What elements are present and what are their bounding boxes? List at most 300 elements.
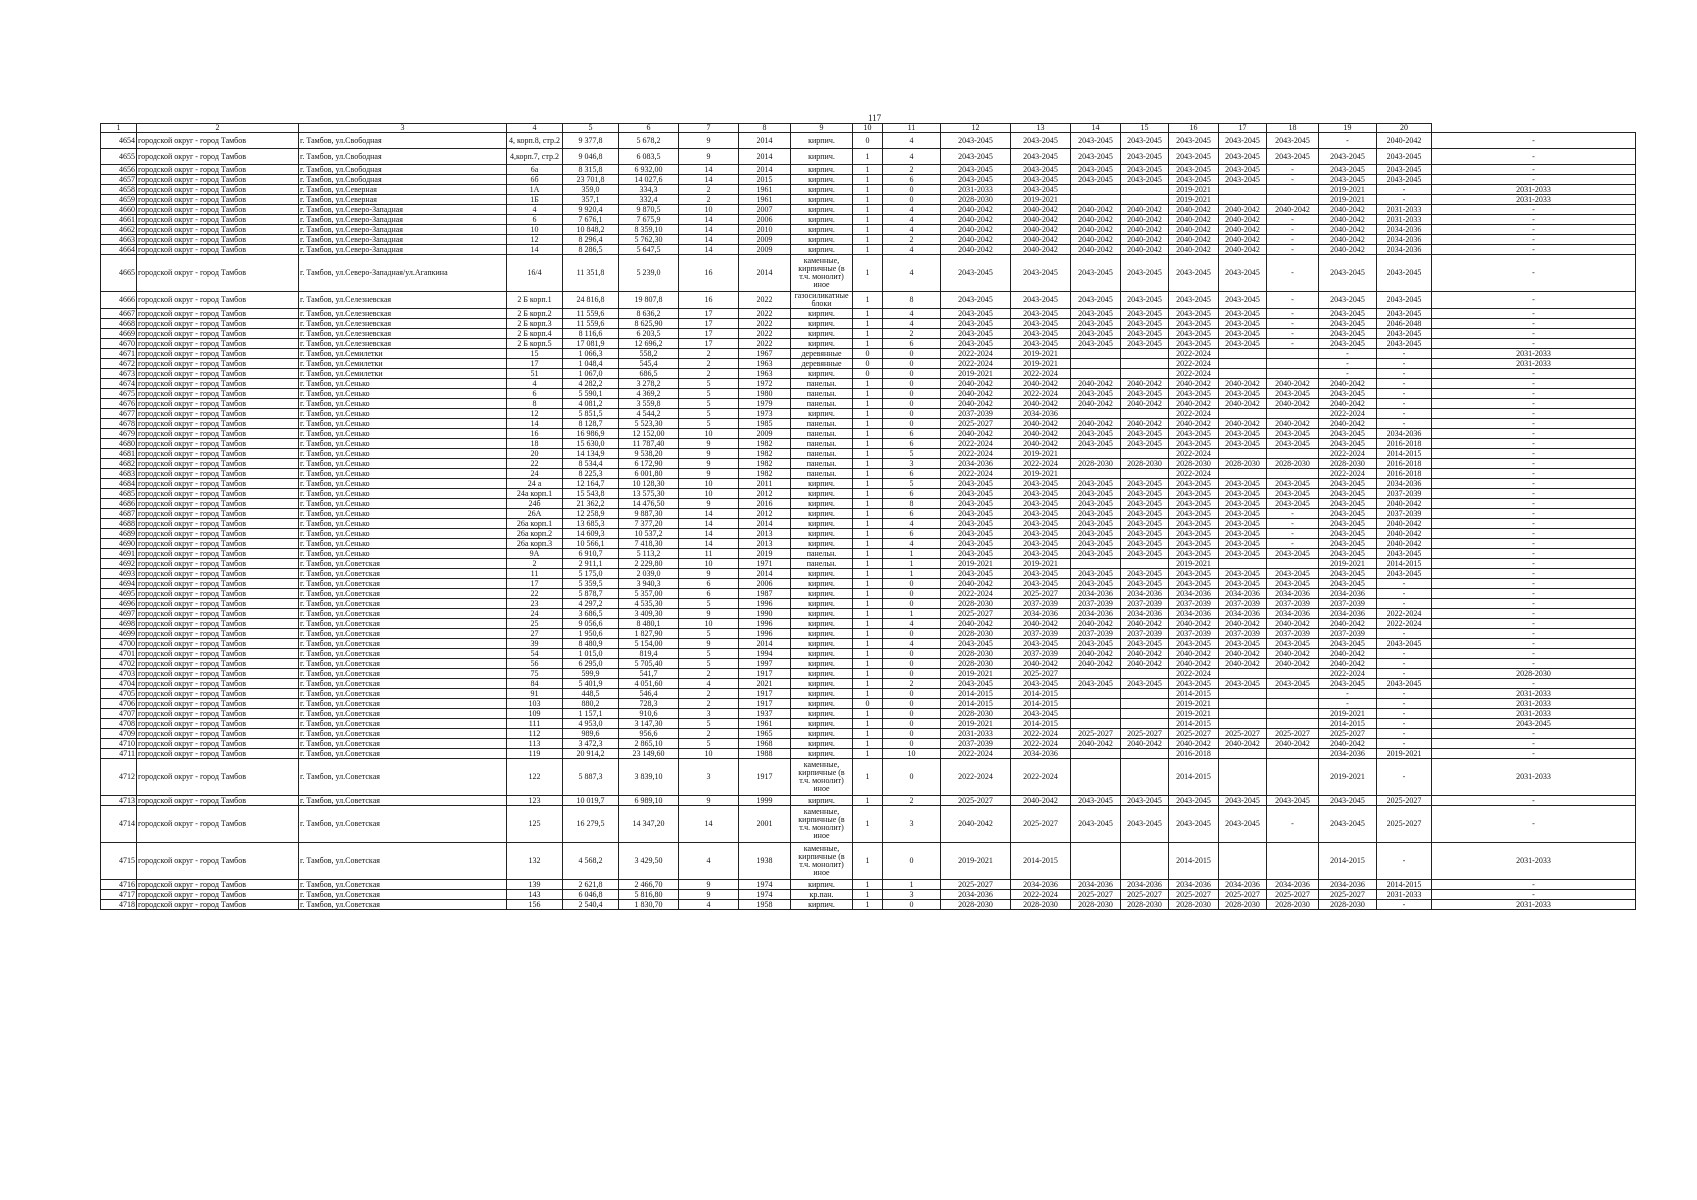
col-10-value: 1 xyxy=(883,880,941,890)
period-col-19: - xyxy=(1377,419,1432,429)
period-col-12: 2022-2024 xyxy=(1011,389,1071,399)
living-area: 13 575,30 xyxy=(619,489,679,499)
row-number: 4661 xyxy=(101,215,137,225)
total-area: 8 296,4 xyxy=(563,235,619,245)
period-col-16: 2043-2045 xyxy=(1219,329,1267,339)
period-col-16 xyxy=(1219,185,1267,195)
col-10-value: 0 xyxy=(883,649,941,659)
house-number: 12 xyxy=(507,409,563,419)
period-col-17: - xyxy=(1267,519,1319,529)
address: г. Тамбов, ул.Сенько xyxy=(299,529,507,539)
period-col-11: 2043-2045 xyxy=(941,679,1011,689)
table-row xyxy=(101,900,1636,910)
row-number: 4683 xyxy=(101,469,137,479)
municipality: городской округ - город Тамбов xyxy=(137,469,299,479)
total-area: 21 362,2 xyxy=(563,499,619,509)
living-area: 3 409,30 xyxy=(619,609,679,619)
living-area: 558,2 xyxy=(619,349,679,359)
wall-material: газосиликатные блоки xyxy=(791,292,853,309)
address: г. Тамбов, ул.Советская xyxy=(299,629,507,639)
house-number: 6б xyxy=(507,175,563,185)
build-year: 2011 xyxy=(739,479,791,489)
period-col-14: 2043-2045 xyxy=(1121,509,1169,519)
col-9-value: 1 xyxy=(853,739,883,749)
wall-material: панельн. xyxy=(791,389,853,399)
period-col-16: 2043-2045 xyxy=(1219,639,1267,649)
row-number: 4702 xyxy=(101,659,137,669)
total-area: 10 019,7 xyxy=(563,796,619,806)
address: г. Тамбов, ул.Свободная xyxy=(299,149,507,165)
period-col-12: 2022-2024 xyxy=(1011,729,1071,739)
row-number: 4694 xyxy=(101,579,137,589)
table-row xyxy=(101,369,1636,379)
row-number: 4708 xyxy=(101,719,137,729)
floors: 5 xyxy=(679,599,739,609)
period-col-11: 2025-2027 xyxy=(941,419,1011,429)
period-col-18: 2040-2042 xyxy=(1319,205,1377,215)
table-row xyxy=(101,699,1636,709)
col-9-value: 1 xyxy=(853,479,883,489)
total-area: 13 685,3 xyxy=(563,519,619,529)
table-row xyxy=(101,429,1636,439)
period-col-19: 2043-2045 xyxy=(1377,175,1432,185)
period-col-14 xyxy=(1121,709,1169,719)
period-col-19: - xyxy=(1377,719,1432,729)
period-col-16: 2043-2045 xyxy=(1219,339,1267,349)
period-col-13 xyxy=(1071,469,1121,479)
total-area: 12 258,9 xyxy=(563,509,619,519)
period-col-18: 2043-2045 xyxy=(1319,329,1377,339)
floors: 9 xyxy=(679,449,739,459)
period-col-15: 2043-2045 xyxy=(1169,255,1219,292)
address: г. Тамбов, ул.Советская xyxy=(299,749,507,759)
period-col-18: 2043-2045 xyxy=(1319,679,1377,689)
col-10-value: 2 xyxy=(883,165,941,175)
address: г. Тамбов, ул.Советская xyxy=(299,569,507,579)
period-col-14: 2043-2045 xyxy=(1121,679,1169,689)
wall-material: кирпич. xyxy=(791,689,853,699)
period-col-19: 2022-2024 xyxy=(1377,619,1432,629)
build-year: 1972 xyxy=(739,379,791,389)
col-9-value: 1 xyxy=(853,796,883,806)
total-area: 1 157,1 xyxy=(563,709,619,719)
wall-material: каменные, кирпичные (в т.ч. монолит) иное xyxy=(791,806,853,843)
period-col-15: 2014-2015 xyxy=(1169,759,1219,796)
municipality: городской округ - город Тамбов xyxy=(137,195,299,205)
column-number-2: 2 xyxy=(137,124,299,133)
table-row xyxy=(101,880,1636,890)
period-col-17: 2043-2045 xyxy=(1267,579,1319,589)
period-col-19: - xyxy=(1377,843,1432,880)
period-col-17 xyxy=(1267,449,1319,459)
period-col-20: - xyxy=(1432,429,1636,439)
period-col-18: 2043-2045 xyxy=(1319,319,1377,329)
floors: 10 xyxy=(679,479,739,489)
period-col-13: 2043-2045 xyxy=(1071,292,1121,309)
period-col-14 xyxy=(1121,559,1169,569)
house-number: 8 xyxy=(507,399,563,409)
row-number: 4670 xyxy=(101,339,137,349)
municipality: городской округ - город Тамбов xyxy=(137,796,299,806)
period-col-16 xyxy=(1219,749,1267,759)
period-col-15: 2034-2036 xyxy=(1169,880,1219,890)
period-col-17: - xyxy=(1267,165,1319,175)
total-area: 448,5 xyxy=(563,689,619,699)
row-number: 4681 xyxy=(101,449,137,459)
wall-material: кирпич. xyxy=(791,739,853,749)
period-col-15: 2040-2042 xyxy=(1169,205,1219,215)
period-col-18: 2019-2021 xyxy=(1319,195,1377,205)
page-number: 117 xyxy=(868,113,882,123)
period-col-12: 2040-2042 xyxy=(1011,419,1071,429)
col-10-value: 5 xyxy=(883,479,941,489)
col-9-value: 1 xyxy=(853,719,883,729)
period-col-12: 2025-2027 xyxy=(1011,806,1071,843)
col-10-value: 4 xyxy=(883,255,941,292)
period-col-13: 2040-2042 xyxy=(1071,205,1121,215)
col-10-value: 2 xyxy=(883,796,941,806)
period-col-14: 2043-2045 xyxy=(1121,429,1169,439)
col-9-value: 1 xyxy=(853,529,883,539)
period-col-19: - xyxy=(1377,389,1432,399)
period-col-14: 2034-2036 xyxy=(1121,880,1169,890)
period-col-14: 2043-2045 xyxy=(1121,479,1169,489)
build-year: 2014 xyxy=(739,569,791,579)
period-col-16: 2037-2039 xyxy=(1219,599,1267,609)
period-col-12: 2043-2045 xyxy=(1011,329,1071,339)
period-col-14: 2043-2045 xyxy=(1121,489,1169,499)
col-10-value: 0 xyxy=(883,379,941,389)
build-year: 1988 xyxy=(739,749,791,759)
period-col-16 xyxy=(1219,689,1267,699)
period-col-12: 2034-2036 xyxy=(1011,409,1071,419)
living-area: 8 359,10 xyxy=(619,225,679,235)
build-year: 1917 xyxy=(739,759,791,796)
period-col-16: 2040-2042 xyxy=(1219,245,1267,255)
municipality: городской округ - город Тамбов xyxy=(137,185,299,195)
period-col-13: 2043-2045 xyxy=(1071,255,1121,292)
floors: 9 xyxy=(679,639,739,649)
house-number: 2 Б корп.5 xyxy=(507,339,563,349)
period-col-20: 2031-2033 xyxy=(1432,709,1636,719)
floors: 2 xyxy=(679,359,739,369)
row-number: 4666 xyxy=(101,292,137,309)
period-col-13: 2043-2045 xyxy=(1071,429,1121,439)
col-10-value: 0 xyxy=(883,349,941,359)
period-col-16: 2043-2045 xyxy=(1219,292,1267,309)
house-number: 122 xyxy=(507,759,563,796)
period-col-18: 2034-2036 xyxy=(1319,609,1377,619)
period-col-11: 2025-2027 xyxy=(941,796,1011,806)
address: г. Тамбов, ул.Северная xyxy=(299,185,507,195)
build-year: 1982 xyxy=(739,469,791,479)
municipality: городской округ - город Тамбов xyxy=(137,235,299,245)
build-year: 2022 xyxy=(739,319,791,329)
period-col-20: - xyxy=(1432,539,1636,549)
period-col-18: 2040-2042 xyxy=(1319,235,1377,245)
wall-material: кирпич. xyxy=(791,309,853,319)
period-col-19: 2043-2045 xyxy=(1377,679,1432,689)
period-col-16: 2040-2042 xyxy=(1219,619,1267,629)
row-number: 4711 xyxy=(101,749,137,759)
period-col-14: 2037-2039 xyxy=(1121,629,1169,639)
total-area: 8 225,3 xyxy=(563,469,619,479)
build-year: 1982 xyxy=(739,439,791,449)
build-year: 1917 xyxy=(739,689,791,699)
house-number: 2 Б корп.3 xyxy=(507,319,563,329)
floors: 5 xyxy=(679,409,739,419)
wall-material: кирпич. xyxy=(791,699,853,709)
living-area: 9 887,30 xyxy=(619,509,679,519)
period-col-18: 2025-2027 xyxy=(1319,890,1377,900)
column-number-7: 7 xyxy=(679,124,739,133)
period-col-17: 2037-2039 xyxy=(1267,599,1319,609)
period-col-19: - xyxy=(1377,349,1432,359)
floors: 2 xyxy=(679,195,739,205)
period-col-11: 2022-2024 xyxy=(941,759,1011,796)
period-col-11: 2022-2024 xyxy=(941,589,1011,599)
col-9-value: 1 xyxy=(853,569,883,579)
period-col-15: 2043-2045 xyxy=(1169,439,1219,449)
period-col-17: 2040-2042 xyxy=(1267,399,1319,409)
period-col-12: 2034-2036 xyxy=(1011,609,1071,619)
period-col-12: 2025-2027 xyxy=(1011,589,1071,599)
period-col-17: 2040-2042 xyxy=(1267,205,1319,215)
period-col-15: 2043-2045 xyxy=(1169,579,1219,589)
col-9-value: 1 xyxy=(853,245,883,255)
build-year: 1996 xyxy=(739,629,791,639)
period-col-19: - xyxy=(1377,659,1432,669)
wall-material: кирпич. xyxy=(791,149,853,165)
period-col-17: 2025-2027 xyxy=(1267,890,1319,900)
total-area: 1 950,6 xyxy=(563,629,619,639)
table-row xyxy=(101,719,1636,729)
period-col-19: - xyxy=(1377,185,1432,195)
row-number: 4655 xyxy=(101,149,137,165)
wall-material: кирпич. xyxy=(791,539,853,549)
build-year: 1967 xyxy=(739,349,791,359)
table-row xyxy=(101,569,1636,579)
floors: 9 xyxy=(679,890,739,900)
period-col-13 xyxy=(1071,409,1121,419)
period-col-14: 2025-2027 xyxy=(1121,729,1169,739)
row-number: 4712 xyxy=(101,759,137,796)
col-10-value: 3 xyxy=(883,459,941,469)
living-area: 11 787,40 xyxy=(619,439,679,449)
period-col-17: - xyxy=(1267,175,1319,185)
floors: 2 xyxy=(679,185,739,195)
col-9-value: 1 xyxy=(853,539,883,549)
wall-material: панельн. xyxy=(791,379,853,389)
table-row xyxy=(101,579,1636,589)
col-9-value: 1 xyxy=(853,175,883,185)
period-col-16: 2040-2042 xyxy=(1219,739,1267,749)
floors: 5 xyxy=(679,389,739,399)
build-year: 1963 xyxy=(739,369,791,379)
col-9-value: 1 xyxy=(853,759,883,796)
period-col-17: 2043-2045 xyxy=(1267,569,1319,579)
period-col-12: 2043-2045 xyxy=(1011,175,1071,185)
period-col-17: 2040-2042 xyxy=(1267,659,1319,669)
living-area: 541,7 xyxy=(619,669,679,679)
period-col-18: 2040-2042 xyxy=(1319,245,1377,255)
col-10-value: 4 xyxy=(883,539,941,549)
period-col-18: 2043-2045 xyxy=(1319,255,1377,292)
period-col-19: 2043-2045 xyxy=(1377,309,1432,319)
col-10-value: 3 xyxy=(883,806,941,843)
row-number: 4695 xyxy=(101,589,137,599)
column-number-14: 14 xyxy=(1071,124,1121,133)
total-area: 4 081,2 xyxy=(563,399,619,409)
municipality: городской округ - город Тамбов xyxy=(137,329,299,339)
municipality: городской округ - город Тамбов xyxy=(137,359,299,369)
col-10-value: 0 xyxy=(883,900,941,910)
period-col-16: 2040-2042 xyxy=(1219,205,1267,215)
period-col-17 xyxy=(1267,689,1319,699)
wall-material: кирпич. xyxy=(791,609,853,619)
living-area: 8 636,2 xyxy=(619,309,679,319)
period-col-11: 2025-2027 xyxy=(941,609,1011,619)
floors: 6 xyxy=(679,589,739,599)
floors: 5 xyxy=(679,399,739,409)
living-area: 6 001,80 xyxy=(619,469,679,479)
build-year: 2006 xyxy=(739,215,791,225)
house-number: 12 xyxy=(507,235,563,245)
address: г. Тамбов, ул.Сенько xyxy=(299,509,507,519)
row-number: 4685 xyxy=(101,489,137,499)
period-col-12: 2043-2045 xyxy=(1011,149,1071,165)
period-col-15: 2043-2045 xyxy=(1169,175,1219,185)
living-area: 1 827,90 xyxy=(619,629,679,639)
period-col-16 xyxy=(1219,843,1267,880)
municipality: городской округ - город Тамбов xyxy=(137,165,299,175)
period-col-11: 2028-2030 xyxy=(941,599,1011,609)
period-col-18: 2043-2045 xyxy=(1319,175,1377,185)
wall-material: кирпич. xyxy=(791,719,853,729)
col-10-value: 0 xyxy=(883,843,941,880)
address: г. Тамбов, ул.Советская xyxy=(299,659,507,669)
row-number: 4689 xyxy=(101,529,137,539)
row-number: 4664 xyxy=(101,245,137,255)
wall-material: кирпич. xyxy=(791,589,853,599)
period-col-15: 2022-2024 xyxy=(1169,669,1219,679)
period-col-11: 2028-2030 xyxy=(941,709,1011,719)
table-row xyxy=(101,759,1636,796)
period-col-18: 2037-2039 xyxy=(1319,629,1377,639)
period-col-13 xyxy=(1071,749,1121,759)
period-col-20: - xyxy=(1432,389,1636,399)
period-col-12: 2040-2042 xyxy=(1011,619,1071,629)
col-10-value: 4 xyxy=(883,639,941,649)
wall-material: панельн. xyxy=(791,429,853,439)
period-col-19: 2022-2024 xyxy=(1377,609,1432,619)
col-9-value: 1 xyxy=(853,429,883,439)
period-col-16: 2043-2045 xyxy=(1219,255,1267,292)
period-col-19: 2031-2033 xyxy=(1377,890,1432,900)
table-row xyxy=(101,843,1636,880)
period-col-11: 2043-2045 xyxy=(941,529,1011,539)
period-col-11: 2022-2024 xyxy=(941,469,1011,479)
col-9-value: 1 xyxy=(853,449,883,459)
period-col-20: - xyxy=(1432,292,1636,309)
living-area: 3 940,3 xyxy=(619,579,679,589)
period-col-16: 2043-2045 xyxy=(1219,529,1267,539)
municipality: городской округ - город Тамбов xyxy=(137,149,299,165)
floors: 4 xyxy=(679,843,739,880)
table-row xyxy=(101,349,1636,359)
table-row xyxy=(101,133,1636,149)
period-col-15: 2022-2024 xyxy=(1169,349,1219,359)
period-col-20: - xyxy=(1432,479,1636,489)
total-area: 5 590,1 xyxy=(563,389,619,399)
floors: 16 xyxy=(679,292,739,309)
period-col-12: 2040-2042 xyxy=(1011,379,1071,389)
col-10-value: 6 xyxy=(883,339,941,349)
living-area: 819,4 xyxy=(619,649,679,659)
col-10-value: 8 xyxy=(883,499,941,509)
col-10-value: 6 xyxy=(883,429,941,439)
col-9-value: 1 xyxy=(853,439,883,449)
floors: 9 xyxy=(679,569,739,579)
wall-material: кирпич. xyxy=(791,529,853,539)
period-col-13: 2037-2039 xyxy=(1071,629,1121,639)
build-year: 2016 xyxy=(739,499,791,509)
col-9-value: 1 xyxy=(853,649,883,659)
house-number: 6 xyxy=(507,389,563,399)
period-col-12: 2014-2015 xyxy=(1011,719,1071,729)
period-col-17: 2037-2039 xyxy=(1267,629,1319,639)
period-col-14: 2043-2045 xyxy=(1121,529,1169,539)
wall-material: каменные, кирпичные (в т.ч. монолит) иное xyxy=(791,759,853,796)
table-row xyxy=(101,689,1636,699)
municipality: городской округ - город Тамбов xyxy=(137,419,299,429)
period-col-17: - xyxy=(1267,339,1319,349)
period-col-17: - xyxy=(1267,806,1319,843)
floors: 14 xyxy=(679,806,739,843)
period-col-20: - xyxy=(1432,659,1636,669)
floors: 14 xyxy=(679,235,739,245)
floors: 5 xyxy=(679,719,739,729)
period-col-19: - xyxy=(1377,359,1432,369)
column-number-6: 6 xyxy=(619,124,679,133)
period-col-13 xyxy=(1071,699,1121,709)
living-area: 3 147,30 xyxy=(619,719,679,729)
house-number: 111 xyxy=(507,719,563,729)
period-col-14: 2043-2045 xyxy=(1121,796,1169,806)
municipality: городской округ - город Тамбов xyxy=(137,369,299,379)
period-col-14: 2043-2045 xyxy=(1121,133,1169,149)
period-col-15: 2040-2042 xyxy=(1169,619,1219,629)
period-col-20: - xyxy=(1432,369,1636,379)
period-col-15: 2025-2027 xyxy=(1169,890,1219,900)
period-col-11: 2019-2021 xyxy=(941,843,1011,880)
period-col-11: 2040-2042 xyxy=(941,806,1011,843)
period-col-13: 2043-2045 xyxy=(1071,806,1121,843)
period-col-12: 2043-2045 xyxy=(1011,639,1071,649)
period-col-13: 2043-2045 xyxy=(1071,549,1121,559)
municipality: городской округ - город Тамбов xyxy=(137,449,299,459)
table-row xyxy=(101,185,1636,195)
row-number: 4658 xyxy=(101,185,137,195)
row-number: 4705 xyxy=(101,689,137,699)
column-number-10: 10 xyxy=(853,124,883,133)
period-col-11: 2022-2024 xyxy=(941,449,1011,459)
period-col-11: 2028-2030 xyxy=(941,649,1011,659)
period-col-15: 2019-2021 xyxy=(1169,699,1219,709)
period-col-18: - xyxy=(1319,699,1377,709)
period-col-14: 2043-2045 xyxy=(1121,439,1169,449)
period-col-17 xyxy=(1267,709,1319,719)
